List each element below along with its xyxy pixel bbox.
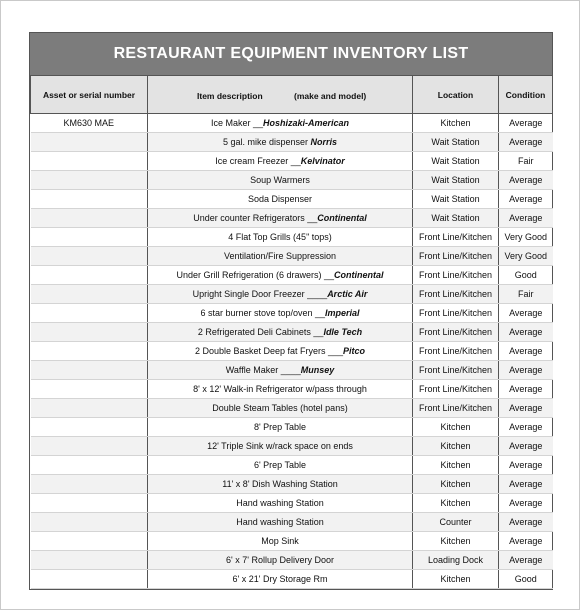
cell-condition: Average [499, 513, 553, 532]
cell-condition: Average [499, 209, 553, 228]
cell-item-description [148, 171, 413, 190]
item-text: 6 star burner stove top/oven __ [200, 308, 326, 318]
cell-location: Front Line/Kitchen [413, 228, 499, 247]
cell-condition: Average [499, 494, 553, 513]
item-text: Upright Single Door Freezer ____ [192, 289, 328, 299]
cell-item-description [148, 418, 413, 437]
cell-condition: Average [499, 342, 553, 361]
cell-location: Loading Dock [413, 551, 499, 570]
cell-asset [31, 532, 148, 551]
cell-asset [31, 380, 148, 399]
cell-condition: Very Good [499, 247, 553, 266]
item-text: 6' Prep Table [253, 460, 307, 470]
cell-item-description [148, 133, 413, 152]
cell-asset [31, 475, 148, 494]
item-text: Ventilation/Fire Suppression [223, 251, 337, 261]
cell-location: Front Line/Kitchen [413, 342, 499, 361]
cell-asset [31, 551, 148, 570]
table-row [31, 209, 553, 228]
cell-asset [31, 171, 148, 190]
cell-item-description [148, 532, 413, 551]
cell-location: Kitchen [413, 475, 499, 494]
cell-asset [31, 342, 148, 361]
cell-location: Counter [413, 513, 499, 532]
header-condition: Condition [499, 76, 553, 114]
table-row [31, 285, 553, 304]
cell-item-description [148, 114, 413, 133]
cell-item-description [148, 209, 413, 228]
cell-asset [31, 304, 148, 323]
cell-item-description [148, 342, 413, 361]
table-row [31, 171, 553, 190]
cell-location: Kitchen [413, 114, 499, 133]
cell-location: Front Line/Kitchen [413, 380, 499, 399]
item-brand: Pitco [343, 346, 366, 356]
cell-asset [31, 266, 148, 285]
item-brand: Continental [334, 270, 384, 280]
cell-asset [31, 494, 148, 513]
cell-condition: Average [499, 475, 553, 494]
table-row [31, 532, 553, 551]
cell-condition: Very Good [499, 228, 553, 247]
cell-asset [31, 456, 148, 475]
table-row [31, 437, 553, 456]
cell-asset [31, 152, 148, 171]
cell-item-description [148, 152, 413, 171]
cell-asset [31, 228, 148, 247]
cell-condition: Fair [499, 285, 553, 304]
document-title: RESTAURANT EQUIPMENT INVENTORY LIST [30, 32, 552, 75]
header-item-description [148, 76, 413, 114]
item-text: Double Steam Tables (hotel pans) [212, 403, 348, 413]
cell-asset [31, 247, 148, 266]
cell-location: Kitchen [413, 570, 499, 589]
table-row [31, 228, 553, 247]
cell-condition: Average [499, 399, 553, 418]
item-text: 5 gal. mike dispenser [222, 137, 311, 147]
cell-condition: Average [499, 323, 553, 342]
item-brand: Hoshizaki-American [263, 118, 350, 128]
cell-location: Front Line/Kitchen [413, 361, 499, 380]
item-brand: Arctic Air [327, 289, 368, 299]
table-row [31, 456, 553, 475]
cell-item-description [148, 380, 413, 399]
item-text: Ice Maker __ [210, 118, 263, 128]
table-row [31, 152, 553, 171]
item-text: Waffle Maker ____ [225, 365, 301, 375]
cell-condition: Average [499, 437, 553, 456]
cell-asset [31, 399, 148, 418]
item-text: Hand washing Station [236, 517, 324, 527]
cell-asset [31, 133, 148, 152]
cell-location: Wait Station [413, 133, 499, 152]
cell-location: Kitchen [413, 418, 499, 437]
cell-item-description [148, 570, 413, 589]
cell-asset [31, 513, 148, 532]
cell-item-description [148, 475, 413, 494]
cell-condition: Average [499, 171, 553, 190]
item-text: Under counter Refrigerators __ [193, 213, 318, 223]
table-row [31, 361, 553, 380]
item-brand: Kelvinator [300, 156, 345, 166]
cell-item-description [148, 513, 413, 532]
item-text: Ice cream Freezer __ [215, 156, 301, 166]
table-row [31, 513, 553, 532]
cell-item-description [148, 285, 413, 304]
item-text: 2 Double Basket Deep fat Fryers ___ [194, 346, 344, 356]
cell-location: Front Line/Kitchen [413, 399, 499, 418]
table-row [31, 190, 553, 209]
cell-condition: Average [499, 133, 553, 152]
cell-condition: Average [499, 456, 553, 475]
item-text: 2 Refrigerated Deli Cabinets __ [197, 327, 324, 337]
item-text: 8' Prep Table [253, 422, 307, 432]
cell-item-description [148, 437, 413, 456]
cell-condition: Average [499, 380, 553, 399]
table-row [31, 475, 553, 494]
cell-asset: KM630 MAE [31, 114, 148, 133]
cell-location: Front Line/Kitchen [413, 285, 499, 304]
header-make-model-label: (make and model) [294, 91, 367, 101]
cell-location: Wait Station [413, 190, 499, 209]
table-row [31, 247, 553, 266]
table-row [31, 266, 553, 285]
cell-condition: Average [499, 361, 553, 380]
header-item-label: Item description [197, 91, 263, 101]
cell-item-description [148, 190, 413, 209]
table-row [31, 380, 553, 399]
cell-condition: Average [499, 304, 553, 323]
cell-condition: Average [499, 551, 553, 570]
item-text: Soup Warmers [250, 175, 310, 185]
item-brand: Imperial [325, 308, 360, 318]
item-brand: Continental [317, 213, 367, 223]
item-text: 8' x 12' Walk-in Refrigerator w/pass through [193, 384, 367, 394]
table-row [31, 114, 553, 133]
cell-location: Front Line/Kitchen [413, 266, 499, 285]
cell-asset [31, 361, 148, 380]
cell-location: Front Line/Kitchen [413, 304, 499, 323]
cell-item-description [148, 266, 413, 285]
cell-condition: Average [499, 532, 553, 551]
item-brand: Norris [310, 137, 338, 147]
cell-item-description [148, 551, 413, 570]
cell-location: Front Line/Kitchen [413, 247, 499, 266]
item-text: Mop Sink [261, 536, 299, 546]
table-row [31, 551, 553, 570]
item-text: Under Grill Refrigeration (6 drawers) __ [176, 270, 335, 280]
item-brand: Munsey [300, 365, 335, 375]
cell-asset [31, 418, 148, 437]
table-row [31, 342, 553, 361]
table-row [31, 304, 553, 323]
cell-item-description [148, 399, 413, 418]
table-row [31, 399, 553, 418]
item-text: 11' x 8' Dish Washing Station [222, 479, 338, 489]
item-text: 6' x 7' Rollup Delivery Door [226, 555, 334, 565]
table-row [31, 494, 553, 513]
header-asset: Asset or serial number [31, 76, 148, 114]
item-text: Hand washing Station [236, 498, 324, 508]
header-location: Location [413, 76, 499, 114]
cell-location: Wait Station [413, 152, 499, 171]
cell-location: Kitchen [413, 456, 499, 475]
cell-item-description [148, 228, 413, 247]
cell-asset [31, 285, 148, 304]
cell-location: Wait Station [413, 171, 499, 190]
item-text: 6' x 21' Dry Storage Rm [232, 574, 328, 584]
cell-item-description [148, 494, 413, 513]
item-brand: Idle Tech [323, 327, 363, 337]
item-text: 4 Flat Top Grills (45" tops) [228, 232, 332, 242]
cell-item-description [148, 323, 413, 342]
item-text: 12' Triple Sink w/rack space on ends [207, 441, 353, 451]
item-text: Soda Dispenser [247, 194, 313, 204]
cell-item-description [148, 361, 413, 380]
header-row [31, 76, 553, 114]
cell-condition: Good [499, 570, 553, 589]
cell-asset [31, 190, 148, 209]
cell-location: Wait Station [413, 209, 499, 228]
inventory-table [30, 75, 553, 589]
table-row [31, 418, 553, 437]
cell-asset [31, 437, 148, 456]
cell-condition: Average [499, 114, 553, 133]
cell-location: Kitchen [413, 532, 499, 551]
cell-item-description [148, 304, 413, 323]
cell-location: Front Line/Kitchen [413, 323, 499, 342]
cell-asset [31, 323, 148, 342]
cell-condition: Fair [499, 152, 553, 171]
inventory-sheet [29, 32, 553, 590]
cell-condition: Average [499, 418, 553, 437]
cell-asset [31, 209, 148, 228]
table-row [31, 323, 553, 342]
cell-location: Kitchen [413, 494, 499, 513]
table-row [31, 570, 553, 589]
cell-asset [31, 570, 148, 589]
table-body [31, 114, 553, 589]
cell-condition: Good [499, 266, 553, 285]
cell-location: Kitchen [413, 437, 499, 456]
cell-item-description [148, 247, 413, 266]
table-row [31, 133, 553, 152]
cell-item-description [148, 456, 413, 475]
cell-condition: Average [499, 190, 553, 209]
